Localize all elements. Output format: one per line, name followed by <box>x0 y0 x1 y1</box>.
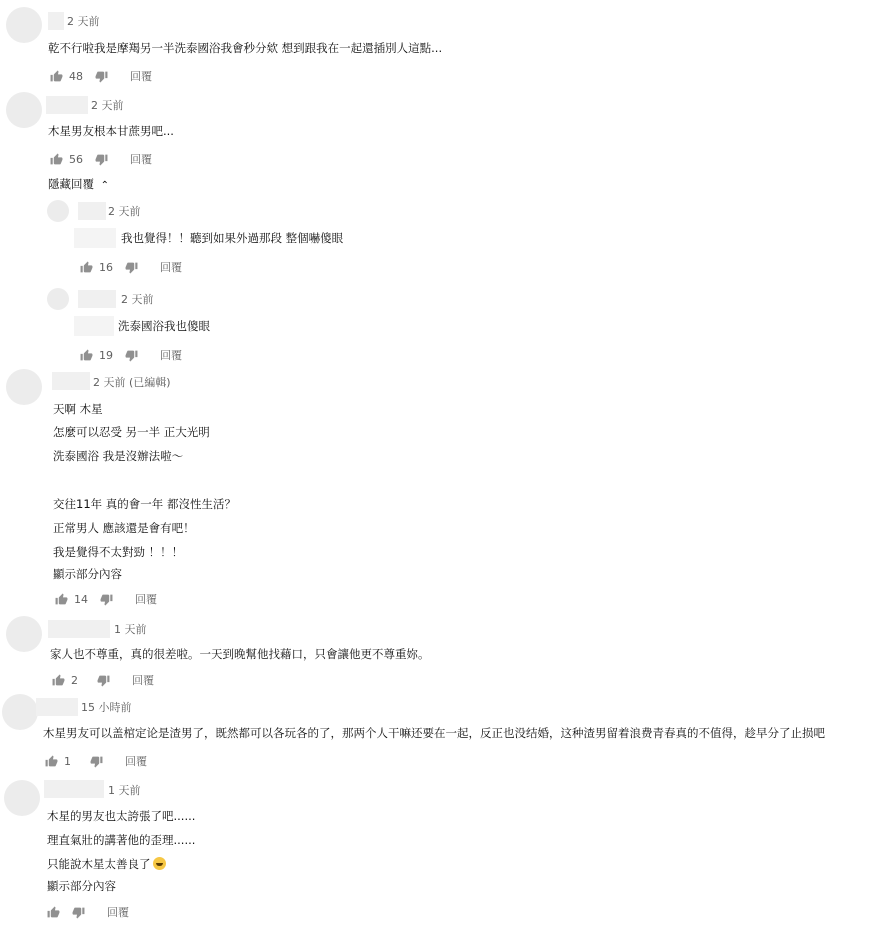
comment-text-line <box>47 856 166 872</box>
comment-time[interactable]: 2 天前 <box>91 99 124 112</box>
like-count: 1 <box>64 754 71 768</box>
comment-text: 洗泰國浴我也傻眼 <box>118 319 210 333</box>
reply-comment <box>0 198 891 286</box>
comment-actions <box>55 591 157 607</box>
comment <box>0 366 891 616</box>
like-count: 16 <box>99 260 113 274</box>
comment-text-line: 正常男人 應該還是會有吧！ <box>53 521 195 535</box>
comment-text-line: 交往11年 真的會一年 都沒性生活？ <box>53 497 236 511</box>
comment-text: 乾不行啦我是摩羯另一半洗泰國浴我會秒分欸 想到跟我在一起還插別人這點... <box>48 41 443 55</box>
author-name[interactable] <box>44 780 104 798</box>
comment-time[interactable]: 1 天前 <box>108 784 141 797</box>
comment <box>0 612 891 692</box>
show-more-button[interactable]: 顯示部分內容 <box>47 879 116 893</box>
comment-actions <box>80 347 182 363</box>
comment-time[interactable]: 1 天前 <box>114 623 147 636</box>
reply-button[interactable]: 回覆 <box>130 153 152 166</box>
avatar[interactable] <box>47 288 69 310</box>
comment-text-line: 我是覺得不太對勁 ！！！ <box>53 545 184 559</box>
comment-text-line: 木星的男友也太誇張了吧...... <box>47 809 196 823</box>
chevron-up-icon: ⌃ <box>100 180 110 191</box>
thumbs-down-icon[interactable] <box>125 349 138 362</box>
comment-actions <box>50 68 152 84</box>
author-name[interactable] <box>48 620 110 638</box>
comment-text: 我也覺得！！聽到如果外過那段 整個嚇傻眼 <box>121 231 344 245</box>
comment-text: 木星男友根本甘蔗男吧... <box>48 124 174 138</box>
reply-button[interactable]: 回覆 <box>107 906 129 919</box>
thumbs-up-icon[interactable] <box>45 755 58 768</box>
thumbs-up-icon[interactable] <box>80 349 93 362</box>
reply-button[interactable]: 回覆 <box>160 349 182 362</box>
reply-button[interactable]: 回覆 <box>132 674 154 687</box>
thumbs-down-icon[interactable] <box>95 70 108 83</box>
thumbs-up-icon[interactable] <box>50 153 63 166</box>
comment <box>0 90 891 200</box>
comment <box>0 774 891 938</box>
hide-replies-label: 隱藏回覆 <box>48 177 94 191</box>
thumbs-up-icon[interactable] <box>55 593 68 606</box>
reply-button[interactable]: 回覆 <box>130 70 152 83</box>
author-name[interactable] <box>78 290 116 308</box>
like-count: 14 <box>74 592 88 606</box>
comment-actions <box>45 753 147 769</box>
comment-actions <box>52 672 154 688</box>
thumbs-up-icon[interactable] <box>80 261 93 274</box>
avatar[interactable] <box>2 694 38 730</box>
reply-comment <box>0 286 891 366</box>
avatar[interactable] <box>6 92 42 128</box>
thumbs-up-icon[interactable] <box>52 674 65 687</box>
thumbs-down-icon[interactable] <box>125 261 138 274</box>
thumbs-down-icon[interactable] <box>100 593 113 606</box>
comment-text-line: 怎麼可以忍受 另一半 正大光明 <box>53 425 210 439</box>
reply-button[interactable]: 回覆 <box>125 755 147 768</box>
comment-time[interactable]: 15 小時前 <box>81 701 132 714</box>
avatar[interactable] <box>6 616 42 652</box>
thumbs-down-icon[interactable] <box>72 906 85 919</box>
author-name[interactable] <box>52 372 90 390</box>
comment-time[interactable]: 2 天前 <box>108 205 141 218</box>
comment <box>0 0 891 90</box>
thumbs-down-icon[interactable] <box>97 674 110 687</box>
comment-text: 木星男友可以盖棺定论是渣男了，既然都可以各玩各的了，那两个人干嘛还要在一起，反正也没结婚，这种渣男留着浪费青春真的不值得，趁早分了止损吧 <box>43 726 825 740</box>
comment-time[interactable]: 2 天前 <box>67 15 100 28</box>
comment-time[interactable]: 2 天前 <box>121 293 154 306</box>
reply-button[interactable]: 回覆 <box>135 593 157 606</box>
comment-text-line: 天啊 木星 <box>53 402 103 416</box>
comment-text-line-content: 只能說木星太善良了 <box>47 857 151 871</box>
show-more-button[interactable]: 顯示部分內容 <box>53 567 122 581</box>
thumbs-down-icon[interactable] <box>95 153 108 166</box>
thumbs-up-icon[interactable] <box>50 70 63 83</box>
comment-actions <box>80 259 182 275</box>
comment-text-line: 理直氣壯的講著他的歪理...... <box>47 833 196 847</box>
comment-actions <box>47 904 129 920</box>
comment-time[interactable]: 2 天前 (已編輯) <box>93 376 171 389</box>
like-count: 19 <box>99 348 113 362</box>
thumbs-up-icon[interactable] <box>47 906 60 919</box>
author-name[interactable] <box>48 12 64 30</box>
author-name[interactable] <box>46 96 88 114</box>
comment-text: 家人也不尊重，真的很差啦。一天到晚幫他找藉口，只會讓他更不尊重妳。 <box>50 647 430 661</box>
grinning-emoji-icon <box>153 857 166 870</box>
author-name[interactable] <box>36 698 78 716</box>
redaction <box>74 316 114 336</box>
comment-actions <box>50 151 152 167</box>
avatar[interactable] <box>47 200 69 222</box>
reply-button[interactable]: 回覆 <box>160 261 182 274</box>
author-name[interactable] <box>78 202 106 220</box>
like-count: 2 <box>71 673 78 687</box>
thumbs-down-icon[interactable] <box>90 755 103 768</box>
avatar[interactable] <box>6 7 42 43</box>
avatar[interactable] <box>6 369 42 405</box>
redaction <box>74 228 116 248</box>
comment-text-line: 洗泰國浴 我是沒辦法啦～ <box>53 449 184 463</box>
avatar[interactable] <box>4 780 40 816</box>
comment <box>0 692 891 774</box>
hide-replies-button[interactable] <box>48 176 109 192</box>
like-count: 48 <box>69 69 83 83</box>
like-count: 56 <box>69 152 83 166</box>
